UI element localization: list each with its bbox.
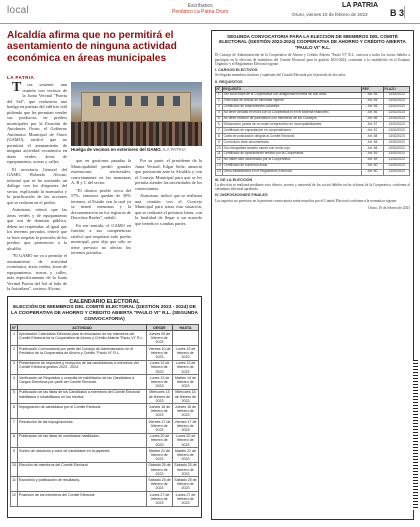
table-cell: 5: [11, 389, 18, 404]
table-row: [216, 169, 410, 175]
page-divider: [404, 6, 412, 18]
paragraph: Asimismo, indicó que se realizará una reunión con el Concejo Municipal para tratar esta situación, que se realizará el próximo lunes, con la finalidad de llegar a un acuerdo que beneficie a ambas partes.: [135, 193, 202, 226]
table-cell: Art. 57: [362, 128, 384, 134]
window-shape: [157, 96, 164, 106]
contact-info: [172, 3, 228, 15]
table-cell: 2: [11, 346, 18, 361]
table-cell: 13/02/2023: [384, 169, 410, 175]
table-cell: Lunes 27 de febrero de 2023: [173, 492, 199, 507]
table-cell: 4: [216, 110, 223, 116]
table-cell: 13: [217, 163, 221, 168]
table-cell: 13/02/2023: [384, 134, 410, 140]
table-cell: No tener relación de parentesco con miembros de los Consejos.: [222, 116, 361, 122]
table-cell: Art. 56: [362, 110, 384, 116]
table-cell: 7: [216, 128, 223, 134]
table-cell: Verificación de Requisitos y consulta de habilitación de los Candidatos a Cargos Directivos por parte del Comité Electoral.: [18, 375, 147, 390]
column-header: HASTA: [173, 325, 199, 331]
table-cell: Sorteo de ubicación y color de candidatos en la papeleta.: [18, 448, 147, 463]
paragraph: que en gestiones pasadas la Municipalidad perdió grandes extensiones territoriales, concretamente en las manzanas A, B y C del sector.: [71, 158, 131, 185]
notice-title: SEGUNDA CONVOCATORIA PARA LA ELECCIÓN DE MIEMBROS DEL COMITÉ ELECTORAL (GESTIÓN 2023-2024) COOPERATIVA DE AHORRO Y CRÉDITO ABIERTA "PAULO VI" R.L.: [219, 34, 406, 50]
article-kicker: LA PATRIA: [7, 75, 35, 80]
paragraph: Por su parte, el presidente de la Junta Vecinal, Edgar Soliz, anunció que persistirán ante la Alcaldía y con el Consejo Municipal para que se les permita atender las necesidades de los comerciantes.: [135, 158, 202, 191]
table-cell: Certificado de capacitación en cooperativismo.: [222, 128, 361, 134]
election-notice: [211, 30, 414, 520]
table-row: [11, 389, 199, 404]
table-cell: 3: [216, 104, 223, 110]
section-text: Los aspectos no previstos en la presente convocatoria serán resueltos por el Comité Electoral conforme a la normativa vigente.: [215, 198, 398, 203]
requirements-table: [215, 86, 410, 176]
notice-signature: Oruro, 10 de febrero de 2023: [368, 206, 410, 211]
table-cell: 3: [11, 360, 18, 375]
paragraph: "El GAMO no va a permitir el asentamiento de actividad económica, áreas verdes, áreas de equipamiento, aceras y calles, más específicamente de la Junta Vecinal Puerta del Sol al lado de la Autoplaza", sostuvo Alconz.: [7, 253, 67, 290]
table-cell: Art. 60: [362, 163, 384, 169]
newspaper-logo: LA PATRIA: [342, 2, 379, 9]
table-cell: No haber sido sancionado por la Cooperativa.: [222, 157, 361, 163]
table-cell: Certificado de solvencia fiscal.: [222, 163, 361, 169]
window-shape: [93, 96, 100, 106]
article-photo: [71, 82, 202, 146]
column-header: N°: [12, 325, 17, 330]
table-cell: Presentación de requisitos y recepción de las candidaturas a miembros del Comité Electoral gestión 2023 - 2024.: [18, 360, 147, 375]
table-cell: 13/02/2023: [384, 146, 410, 152]
table-cell: Jueves 09 de febrero de 2023: [147, 331, 173, 346]
dateline: Oruro, viernes 10 de febrero de 2023: [292, 12, 368, 17]
article-column-1: [7, 82, 67, 290]
section-heading: I. CARGOS ELECTIVOS: [215, 68, 258, 73]
table-cell: 5: [216, 116, 223, 122]
barcode-strip: [413, 360, 418, 510]
table-cell: Martes 14 de febrero de 2023: [173, 375, 199, 390]
table-cell: Art. 55: [362, 98, 384, 104]
table-cell: Art. 55: [362, 104, 384, 110]
table-cell: Lunes 13 de febrero de 2023: [173, 346, 199, 361]
table-cell: Martes 21 de febrero de 2023: [147, 448, 173, 463]
table-cell: 6: [11, 404, 18, 419]
contact-line: Escríbanos: [187, 3, 213, 9]
table-cell: Martes 21 de febrero de 2023: [173, 448, 199, 463]
photo-caption: [71, 147, 202, 152]
table-row: [11, 433, 199, 448]
column-header: REF.: [362, 87, 384, 93]
paragraph: El secretario General del GAMO, Rolando Alconz, informó que se ha sostenido un diálogo con los dirigentes del sector, explicando la normativa y la justificación de las acciones que se realizan en el predio.: [7, 166, 67, 205]
table-cell: 13/02/2023: [384, 157, 410, 163]
table-cell: Sábado 25 de febrero de 2023: [148, 477, 171, 491]
table-cell: Declaración jurada de no estar comprendido en incompatibilidades.: [222, 122, 361, 128]
article-column-3: [135, 158, 202, 290]
table-cell: Art. 57: [362, 122, 384, 128]
table-cell: Carta de postulación dirigida al Comité Electoral.: [222, 134, 361, 140]
paragraph: Tras sostener una reunión con vecinos de la Junta Vecinal "Puerta del Sol", que realizaron una huelga en puertas del edificio edil pidiendo que les permitan vender sus productos en predios municipales por la Estación de Autobuses Oruro, el Gobierno Autónomo Municipal de Oruro (GAMO), ratificó que no permitirá el asentamiento de ninguna actividad económica en áreas verdes, áreas de equipamiento, aceras y calles.: [7, 82, 67, 164]
notice-body: [215, 53, 410, 210]
caption-text: Huelga de vecinos en exteriores del GAMO.: [71, 147, 162, 152]
column-header: ACTIVIDAD: [18, 325, 147, 331]
table-cell: Miércoles 15 de febrero de 2023: [147, 389, 173, 404]
calendar-title: CALENDARIO ELECTORAL: [69, 299, 140, 305]
table-cell: Art. 55: [362, 92, 384, 98]
table-row: [11, 477, 199, 492]
notice-intro: El Consejo de Administración de la Cooperativa de Ahorro y Crédito Abierta "Paulo VI" R.L. convoca a todos los socios hábiles a participar en la elección de miembros del Comité Electoral para la gestión 2023-2024, conforme a lo establecido en el Estatuto Orgánico y el Reglamento Electoral vigente.: [215, 53, 410, 66]
page-number: B 3: [390, 8, 405, 18]
table-row: [11, 375, 199, 390]
table-cell: Ser socio hábil de la Cooperativa con antigüedad mínima de dos años.: [222, 92, 361, 98]
contact-line-2: Periódico La Patria Oruro: [172, 9, 229, 15]
page-header: [0, 0, 420, 24]
table-cell: Sábado 25 de febrero de 2023: [148, 463, 171, 476]
section-text: La elección se realizará mediante voto directo, secreto y universal de los socios hábiles en las oficinas de la Cooperativa, conforme al calendario electoral aprobado.: [215, 182, 410, 192]
electoral-calendar: [7, 296, 202, 518]
table-cell: 12: [217, 157, 221, 162]
table-cell: Lunes 27 de febrero de 2023: [147, 492, 173, 507]
table-cell: Lunes 13 de febrero de 2023: [173, 360, 199, 375]
section-text: Se elegirán miembros titulares y suplentes del Comité Electoral por el periodo de dos años.: [215, 73, 347, 78]
table-cell: 6: [216, 122, 223, 128]
table-cell: Publicación de las listas de los Candidatos a miembros del Comité Electoral habilitados e inhabilitados en los medios.: [18, 389, 147, 404]
table-cell: Jueves 16 de febrero de 2023: [147, 404, 173, 419]
table-cell: Lunes 20 de febrero de 2023: [173, 433, 199, 448]
column-header: PLAZO: [384, 87, 410, 93]
table-cell: 13/02/2023: [384, 104, 410, 110]
table-cell: 14: [217, 169, 221, 174]
table-cell: Publicación Convocatoria por parte del Consejo de Administración en el Periódico de la Cooperativa de Ahorro y Crédito "Paulo VI" R.L.: [18, 346, 147, 361]
table-cell: 1: [11, 331, 18, 346]
table-cell: Viernes 17 de febrero de 2023: [174, 419, 197, 432]
table-cell: 13/02/2023: [384, 151, 410, 157]
window-shape: [109, 96, 116, 106]
photo-credit: /LA PATRIA: [163, 147, 186, 152]
table-cell: Art. 59: [362, 157, 384, 163]
table-row: [11, 419, 199, 434]
table-cell: 1: [216, 92, 223, 98]
table-cell: No tener deudas en mora con la Cooperativa ni en el sistema financiero.: [222, 110, 361, 116]
table-cell: Otros establecidos en el Reglamento Electoral.: [222, 169, 361, 175]
window-shape: [125, 96, 132, 106]
table-cell: 13/02/2023: [384, 122, 410, 128]
table-cell: [173, 331, 199, 346]
table-cell: Resolución de las impugnaciones.: [18, 419, 147, 434]
table-row: [11, 462, 199, 477]
table-cell: 13/02/2023: [384, 92, 410, 98]
window-shape: [173, 96, 180, 106]
table-cell: 13/02/2023: [384, 140, 410, 146]
table-cell: Fotocopia de cédula de identidad vigente.: [222, 98, 361, 104]
table-cell: Certificado de antecedentes policiales.: [222, 104, 361, 110]
table-cell: Sábado 25 de febrero de 2023: [174, 477, 197, 491]
table-cell: 13/02/2023: [384, 128, 410, 134]
table-cell: 10: [217, 145, 221, 150]
table-cell: Impugnación de candidatos por el Comité Electoral.: [18, 404, 147, 419]
table-cell: Escrutinio y publicación de resultados.: [18, 477, 147, 492]
table-cell: 13/02/2023: [384, 116, 410, 122]
table-cell: Currículum vitae documentado.: [222, 140, 361, 146]
section-heading: IV. DISPOSICIONES FINALES: [215, 193, 268, 198]
table-cell: 2: [216, 98, 223, 104]
table-cell: Viernes 17 de febrero de 2023: [148, 419, 171, 432]
table-cell: 12: [11, 492, 18, 507]
calendar-subtitle: ELECCIÓN DE MIEMBROS DEL COMITÉ ELECTORAL (GESTIÓN 2023 - 2024) DE LA COOPERATIVA DE AHORRO Y CRÉDITO ABIERTA "PAULO VI" R.L. (SEGUNDA CONVOCATORIA): [11, 305, 198, 322]
paragraph: Asimismo, reiteró que las áreas verdes y de equipamiento que son de dominio público, deben ser respetadas, al igual que los terrenos privados, reiteró que se hace respetar la posesión de los predios que pertenecen a la alcaldía.: [7, 207, 67, 251]
paragraph: "El distrito perdió cerca del 57%, entonces quedan de 50% terrenos, al Estado con la cual ya se tienen mensuras y la documentación en los registros de Derechos Reales", señaló.: [71, 187, 131, 220]
table-cell: Posesión de los miembros del Comité Electoral.: [18, 492, 147, 507]
crowd-shape: [71, 122, 202, 146]
table-row: [11, 346, 199, 361]
table-cell: Art. 59: [362, 151, 384, 157]
table-cell: 11: [11, 477, 18, 492]
window-shape: [141, 96, 148, 106]
table-cell: Lunes 13 de febrero de 2023: [147, 360, 173, 375]
table-cell: 11: [217, 151, 221, 156]
column-header: N°: [216, 86, 221, 91]
calendar-table: [10, 324, 199, 507]
table-cell: 7: [11, 419, 18, 434]
column-header: DESDE: [147, 325, 173, 331]
article-headline: Alcaldía afirma que no permitirá el asentamiento de ninguna actividad económica en áreas municipales: [7, 30, 177, 64]
paragraph: En ese sentido, el GAMO en función a sus competencias ratificó que respetará todo predio municipal, pero dijo que sólo se tiene previsto no afectar los terrenos privados.: [71, 222, 131, 255]
table-row: [11, 404, 199, 419]
table-cell: 13/02/2023: [384, 98, 410, 104]
table-cell: Publicación de las listas de candidatos habilitados.: [18, 433, 147, 448]
table-cell: 9: [11, 448, 18, 463]
table-cell: 13/02/2023: [384, 163, 410, 169]
table-cell: 8: [216, 134, 223, 140]
table-cell: Dos fotografías tamaño carnet con fondo rojo.: [222, 146, 361, 152]
table-row: [11, 331, 199, 346]
table-cell: Lunes 20 de febrero de 2023: [147, 433, 173, 448]
table-cell: Aprobación Calendario Electoral para la renovación de los miembros del Comité Electoral de la Cooperativa de Ahorro y Crédito Abierta "Paulo VI" R.L.: [18, 331, 147, 346]
table-cell: 4: [11, 375, 18, 390]
table-cell: Jueves 16 de febrero de 2023: [173, 404, 199, 419]
table-cell: Sábado 25 de febrero de 2023: [174, 463, 197, 476]
table-cell: 10: [11, 462, 18, 477]
table-cell: Art. 56: [362, 116, 384, 122]
table-cell: Art. 58: [362, 134, 384, 140]
section-label: local: [7, 5, 30, 16]
table-row: [11, 448, 199, 463]
table-cell: Miércoles 15 de febrero de 2023: [173, 389, 199, 404]
table-cell: 13/02/2023: [384, 110, 410, 116]
table-cell: 8: [11, 433, 18, 448]
table-row: [11, 360, 199, 375]
table-cell: Lunes 13 de febrero de 2023: [147, 375, 173, 390]
section-heading: II. REQUISITOS: [215, 79, 243, 84]
table-cell: Art. 58: [362, 140, 384, 146]
section-heading: III. DE LA ELECCIÓN: [215, 177, 253, 182]
table-cell: Certificado de aportaciones emitido por la Cooperativa.: [222, 151, 361, 157]
table-cell: 9: [216, 140, 223, 146]
table-cell: Elección de miembros del Comité Electoral.: [18, 462, 147, 477]
column-header: REQUISITO: [222, 87, 361, 93]
table-row: [11, 492, 199, 507]
table-cell: Viernes 10 de febrero de 2023: [148, 346, 171, 359]
table-cell: Art. 58: [362, 146, 384, 152]
table-cell: Art. 60: [362, 169, 384, 175]
article-column-2: [71, 158, 131, 290]
